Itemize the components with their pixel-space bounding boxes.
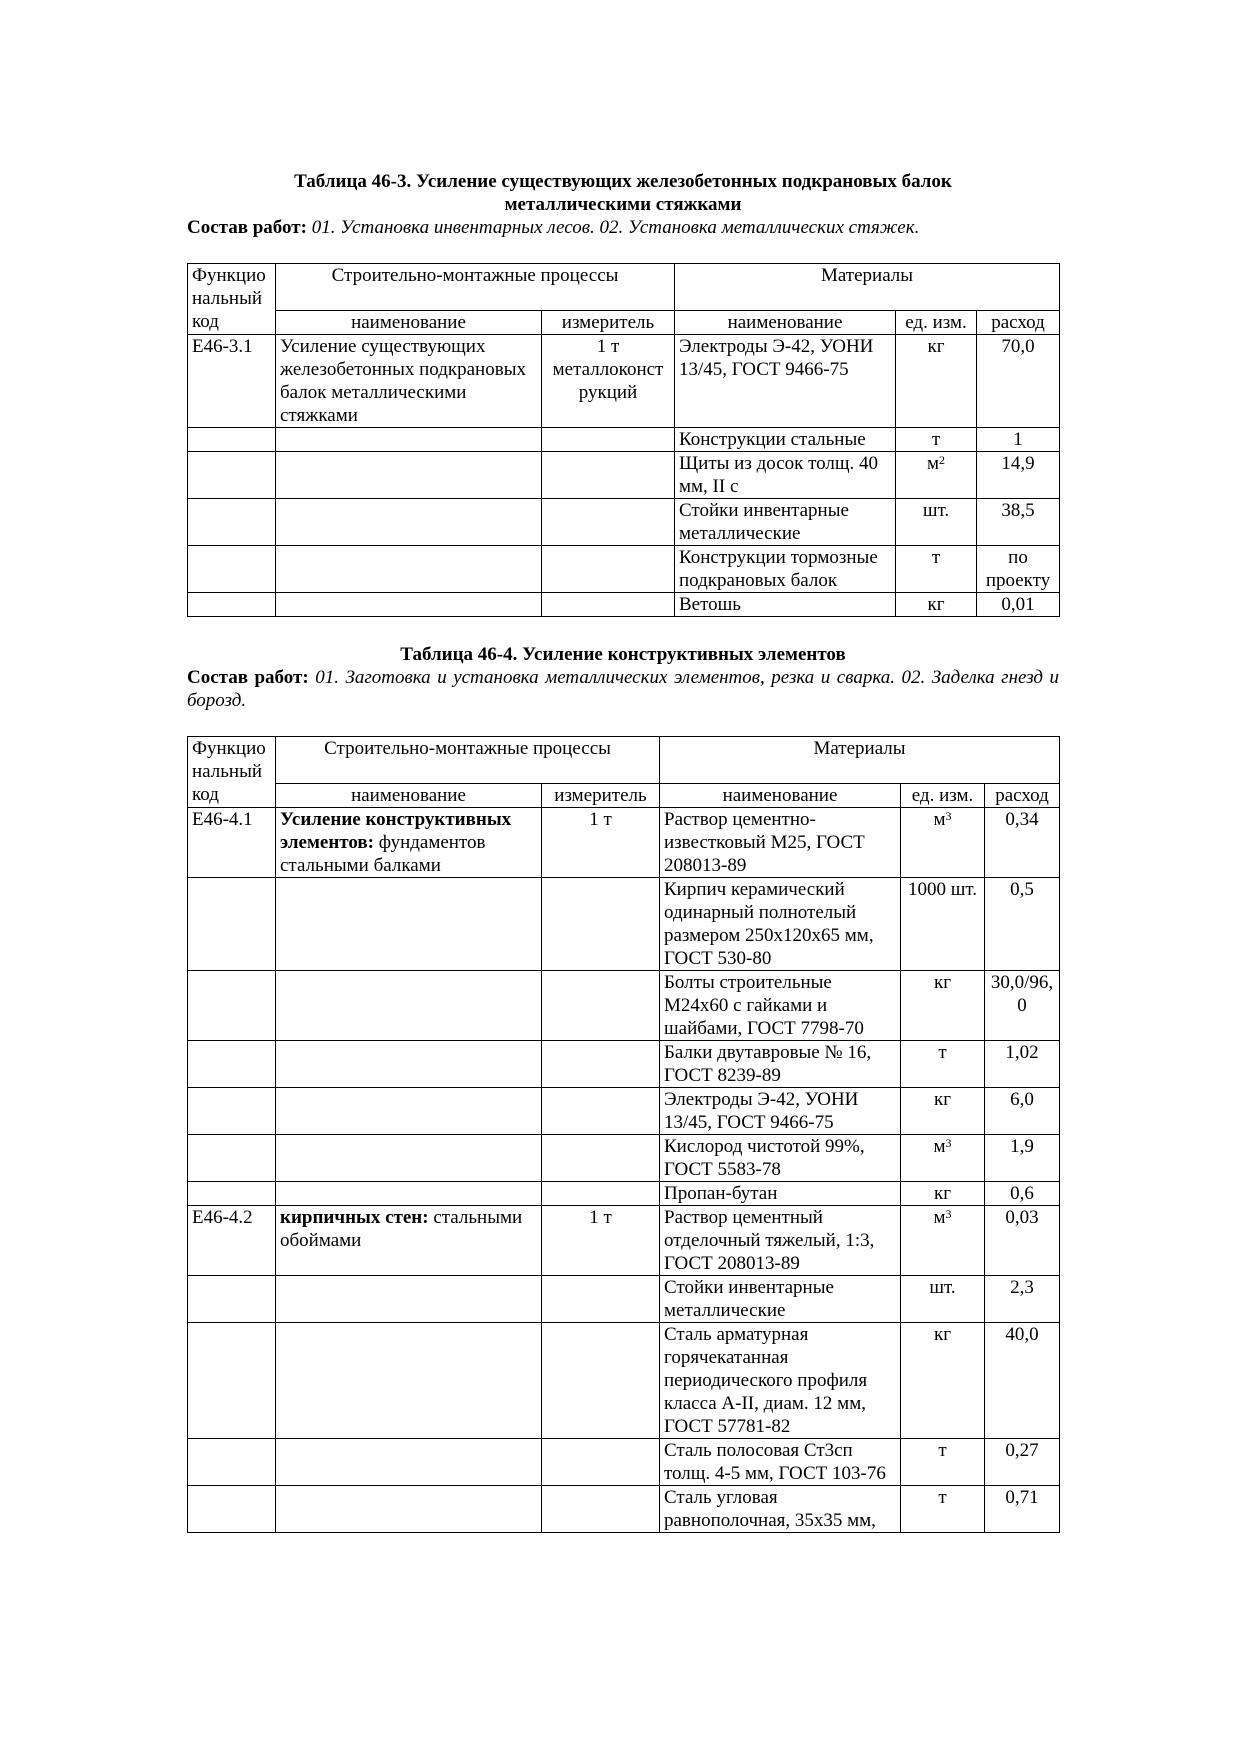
row-proc-name [276, 1088, 542, 1135]
table-row [188, 878, 1060, 971]
row-proc-name [276, 593, 542, 617]
row-code [188, 1276, 276, 1323]
table-row [188, 1206, 1060, 1276]
row-mat-amount: 0,34 [985, 808, 1060, 878]
table-row [188, 1323, 1060, 1439]
row-mat-amount: 30,0/96,0 [985, 971, 1060, 1041]
table1 [187, 263, 1060, 617]
table-row [188, 1439, 1060, 1486]
row-proc-unit [542, 546, 675, 593]
row-proc-name [276, 878, 542, 971]
table-row [188, 808, 1060, 878]
table-row [188, 1088, 1060, 1135]
row-code [188, 971, 276, 1041]
unit-base: м [933, 1136, 946, 1157]
table-row [188, 1041, 1060, 1088]
row-mat-amount: 40,0 [985, 1323, 1060, 1439]
row-code: Е46-4.1 [188, 808, 276, 878]
table1-composition [187, 216, 1059, 239]
row-proc-unit [542, 452, 675, 499]
table2-header-mat-unit: ед. изм. [901, 784, 985, 808]
row-proc-unit [542, 1323, 660, 1439]
unit-base: м [926, 453, 940, 474]
table2-header-proc-unit: измеритель [542, 784, 660, 808]
table2-header-mat-name: наименование [660, 784, 901, 808]
row-proc-unit [542, 1088, 660, 1135]
row-mat-name: Раствор цементно-известковый М25, ГОСТ 208013-89 [660, 808, 901, 878]
unit-superscript: 3 [945, 809, 952, 823]
table2 [187, 736, 1060, 1533]
row-code: Е46-3.1 [188, 335, 276, 428]
row-mat-name: Сталь угловая равнополочная, 35х35 мм, [660, 1486, 901, 1533]
row-proc-unit [542, 1135, 660, 1182]
row-mat-amount: 1,9 [985, 1135, 1060, 1182]
row-code [188, 452, 276, 499]
row-mat-amount: 1 [977, 428, 1060, 452]
row-mat-amount: 0,71 [985, 1486, 1060, 1533]
table1-title [187, 170, 1059, 216]
table-row [188, 335, 1060, 428]
row-proc-unit [542, 428, 675, 452]
row-mat-name: Конструкции стальные [675, 428, 896, 452]
row-mat-amount: 0,01 [977, 593, 1060, 617]
table2-header-row2 [188, 784, 1060, 808]
table2-composition-label: Состав работ: [187, 667, 309, 688]
row-mat-name: Конструкции тормозные подкрановых балок [675, 546, 896, 593]
row-proc-name [276, 546, 542, 593]
row-proc-name: Усиление существующих железобетонных подкрановых балок металлическими стяжками [276, 335, 542, 428]
row-mat-unit [901, 1206, 985, 1276]
table1-header-mat-amount: расход [977, 311, 1060, 335]
row-mat-unit [901, 1135, 985, 1182]
table2-header-code: Функцио нальный код [188, 737, 276, 808]
table2-composition [187, 666, 1059, 712]
row-code [188, 1041, 276, 1088]
row-code [188, 1088, 276, 1135]
row-proc-unit [542, 593, 675, 617]
row-mat-name: Щиты из досок толщ. 40 мм, II с [675, 452, 896, 499]
proc-name-rest: стальными обоймами [280, 1207, 523, 1251]
table2-header-mat-amount: расход [985, 784, 1060, 808]
table2-header-processes: Строительно-монтажные процессы [276, 737, 660, 784]
row-proc-unit [542, 878, 660, 971]
table1-title-line1: Таблица 46-3. Усиление существующих железобетонных подкрановых балок [294, 171, 952, 192]
row-mat-name: Сталь арматурная горячекатанная периодического профиля класса А-II, диам. 12 мм, ГОСТ 57781-82 [660, 1323, 901, 1439]
row-proc-unit [542, 1486, 660, 1533]
row-code [188, 1135, 276, 1182]
row-code [188, 1439, 276, 1486]
table1-header-materials: Материалы [675, 264, 1060, 311]
table-row [188, 1182, 1060, 1206]
row-proc-name [276, 1182, 542, 1206]
row-proc-unit [542, 1182, 660, 1206]
document-page [187, 170, 1059, 1533]
row-code [188, 1323, 276, 1439]
row-proc-unit: 1 т [542, 1206, 660, 1276]
row-mat-unit: шт. [901, 1276, 985, 1323]
row-code [188, 428, 276, 452]
row-proc-unit [542, 1041, 660, 1088]
row-mat-name: Кислород чистотой 99%, ГОСТ 5583-78 [660, 1135, 901, 1182]
table1-header-row1 [188, 264, 1060, 311]
row-mat-unit: т [901, 1439, 985, 1486]
unit-base: м [933, 809, 946, 830]
table-row [188, 593, 1060, 617]
row-mat-amount: 38,5 [977, 499, 1060, 546]
table1-header-proc-name: наименование [276, 311, 542, 335]
table1-header-proc-unit: измеритель [542, 311, 675, 335]
row-proc-name [276, 499, 542, 546]
row-proc-name [276, 1041, 542, 1088]
row-mat-unit: кг [901, 1088, 985, 1135]
row-proc-unit: 1 т металлоконст рукций [542, 335, 675, 428]
row-mat-amount: 70,0 [977, 335, 1060, 428]
row-mat-unit: т [901, 1041, 985, 1088]
row-mat-name: Болты строительные М24х60 с гайками и шайбами, ГОСТ 7798-70 [660, 971, 901, 1041]
table-row [188, 546, 1060, 593]
row-mat-unit [896, 452, 977, 499]
row-mat-name: Кирпич керамический одинарный полнотелый размером 250х120х65 мм, ГОСТ 530-80 [660, 878, 901, 971]
table1-header-code: Функцио нальный код [188, 264, 276, 335]
row-mat-name: Электроды Э-42, УОНИ 13/45, ГОСТ 9466-75 [660, 1088, 901, 1135]
table2-composition-text: 01. Заготовка и установка металлических элементов, резка и сварка. 02. Заделка гнезд и борозд. [187, 667, 1059, 711]
row-code [188, 593, 276, 617]
row-mat-unit: т [901, 1486, 985, 1533]
row-mat-unit: кг [896, 593, 977, 617]
row-code [188, 878, 276, 971]
row-proc-name [276, 1206, 542, 1276]
table1-composition-text: 01. Установка инвентарных лесов. 02. Установка металлических стяжек. [306, 217, 920, 238]
row-code: Е46-4.2 [188, 1206, 276, 1276]
row-mat-name: Электроды Э-42, УОНИ 13/45, ГОСТ 9466-75 [675, 335, 896, 428]
row-proc-name [276, 1135, 542, 1182]
row-mat-amount: 14,9 [977, 452, 1060, 499]
row-proc-name [276, 1323, 542, 1439]
table1-header-mat-name: наименование [675, 311, 896, 335]
table1-title-line2: металлическими стяжками [504, 194, 742, 215]
row-mat-name: Раствор цементный отделочный тяжелый, 1:3, ГОСТ 208013-89 [660, 1206, 901, 1276]
row-mat-unit: кг [901, 1182, 985, 1206]
row-mat-amount: 0,6 [985, 1182, 1060, 1206]
row-mat-name: Балки двутавровые № 16, ГОСТ 8239-89 [660, 1041, 901, 1088]
unit-base: м [933, 1207, 946, 1228]
row-mat-unit: 1000 шт. [901, 878, 985, 971]
table1-composition-label: Состав работ: [187, 217, 307, 238]
row-mat-amount: по проекту [977, 546, 1060, 593]
row-proc-unit [542, 499, 675, 546]
row-proc-name [276, 971, 542, 1041]
table-row [188, 971, 1060, 1041]
table2-title: Таблица 46-4. Усиление конструктивных элементов [400, 644, 846, 665]
row-mat-amount: 2,3 [985, 1276, 1060, 1323]
row-code [188, 546, 276, 593]
row-proc-name [276, 1439, 542, 1486]
row-mat-name: Ветошь [675, 593, 896, 617]
row-mat-unit: кг [901, 1323, 985, 1439]
table-row [188, 452, 1060, 499]
row-proc-name [276, 1276, 542, 1323]
table1-header-row2 [188, 311, 1060, 335]
row-proc-unit [542, 1276, 660, 1323]
table1-header-processes: Строительно-монтажные процессы [276, 264, 675, 311]
row-proc-unit [542, 1439, 660, 1486]
row-mat-amount: 0,5 [985, 878, 1060, 971]
unit-superscript: 3 [945, 1136, 952, 1150]
row-proc-name [276, 428, 542, 452]
table2-header-proc-name: наименование [276, 784, 542, 808]
row-proc-unit: 1 т [542, 808, 660, 878]
row-mat-amount: 0,03 [985, 1206, 1060, 1276]
table-row [188, 499, 1060, 546]
table-row [188, 1276, 1060, 1323]
row-mat-name: Пропан-бутан [660, 1182, 901, 1206]
row-mat-unit: кг [901, 971, 985, 1041]
proc-name-bold: Усиление конструктивных элементов: [280, 809, 512, 853]
row-mat-name: Стойки инвентарные металлические [660, 1276, 901, 1323]
row-mat-unit: т [896, 546, 977, 593]
row-mat-name: Сталь полосовая Ст3сп толщ. 4-5 мм, ГОСТ 103-76 [660, 1439, 901, 1486]
unit-superscript: 2 [939, 453, 946, 467]
unit-superscript: 3 [945, 1207, 952, 1221]
row-code [188, 1182, 276, 1206]
proc-name-bold: кирпичных стен: [280, 1207, 429, 1228]
table-row [188, 428, 1060, 452]
row-mat-amount: 0,27 [985, 1439, 1060, 1486]
row-proc-name [276, 452, 542, 499]
row-mat-unit: кг [896, 335, 977, 428]
table2-header-row1 [188, 737, 1060, 784]
row-mat-amount: 1,02 [985, 1041, 1060, 1088]
row-code [188, 499, 276, 546]
proc-name-rest: фундаментов стальными балками [280, 832, 486, 876]
row-proc-name [276, 808, 542, 878]
table1-header-mat-unit: ед. изм. [896, 311, 977, 335]
row-mat-unit: шт. [896, 499, 977, 546]
table2-header-materials: Материалы [660, 737, 1060, 784]
row-proc-unit [542, 971, 660, 1041]
table-row [188, 1486, 1060, 1533]
table-row [188, 1135, 1060, 1182]
row-proc-name [276, 1486, 542, 1533]
row-mat-unit [901, 808, 985, 878]
row-mat-unit: т [896, 428, 977, 452]
row-code [188, 1486, 276, 1533]
row-mat-amount: 6,0 [985, 1088, 1060, 1135]
row-mat-name: Стойки инвентарные металлические [675, 499, 896, 546]
